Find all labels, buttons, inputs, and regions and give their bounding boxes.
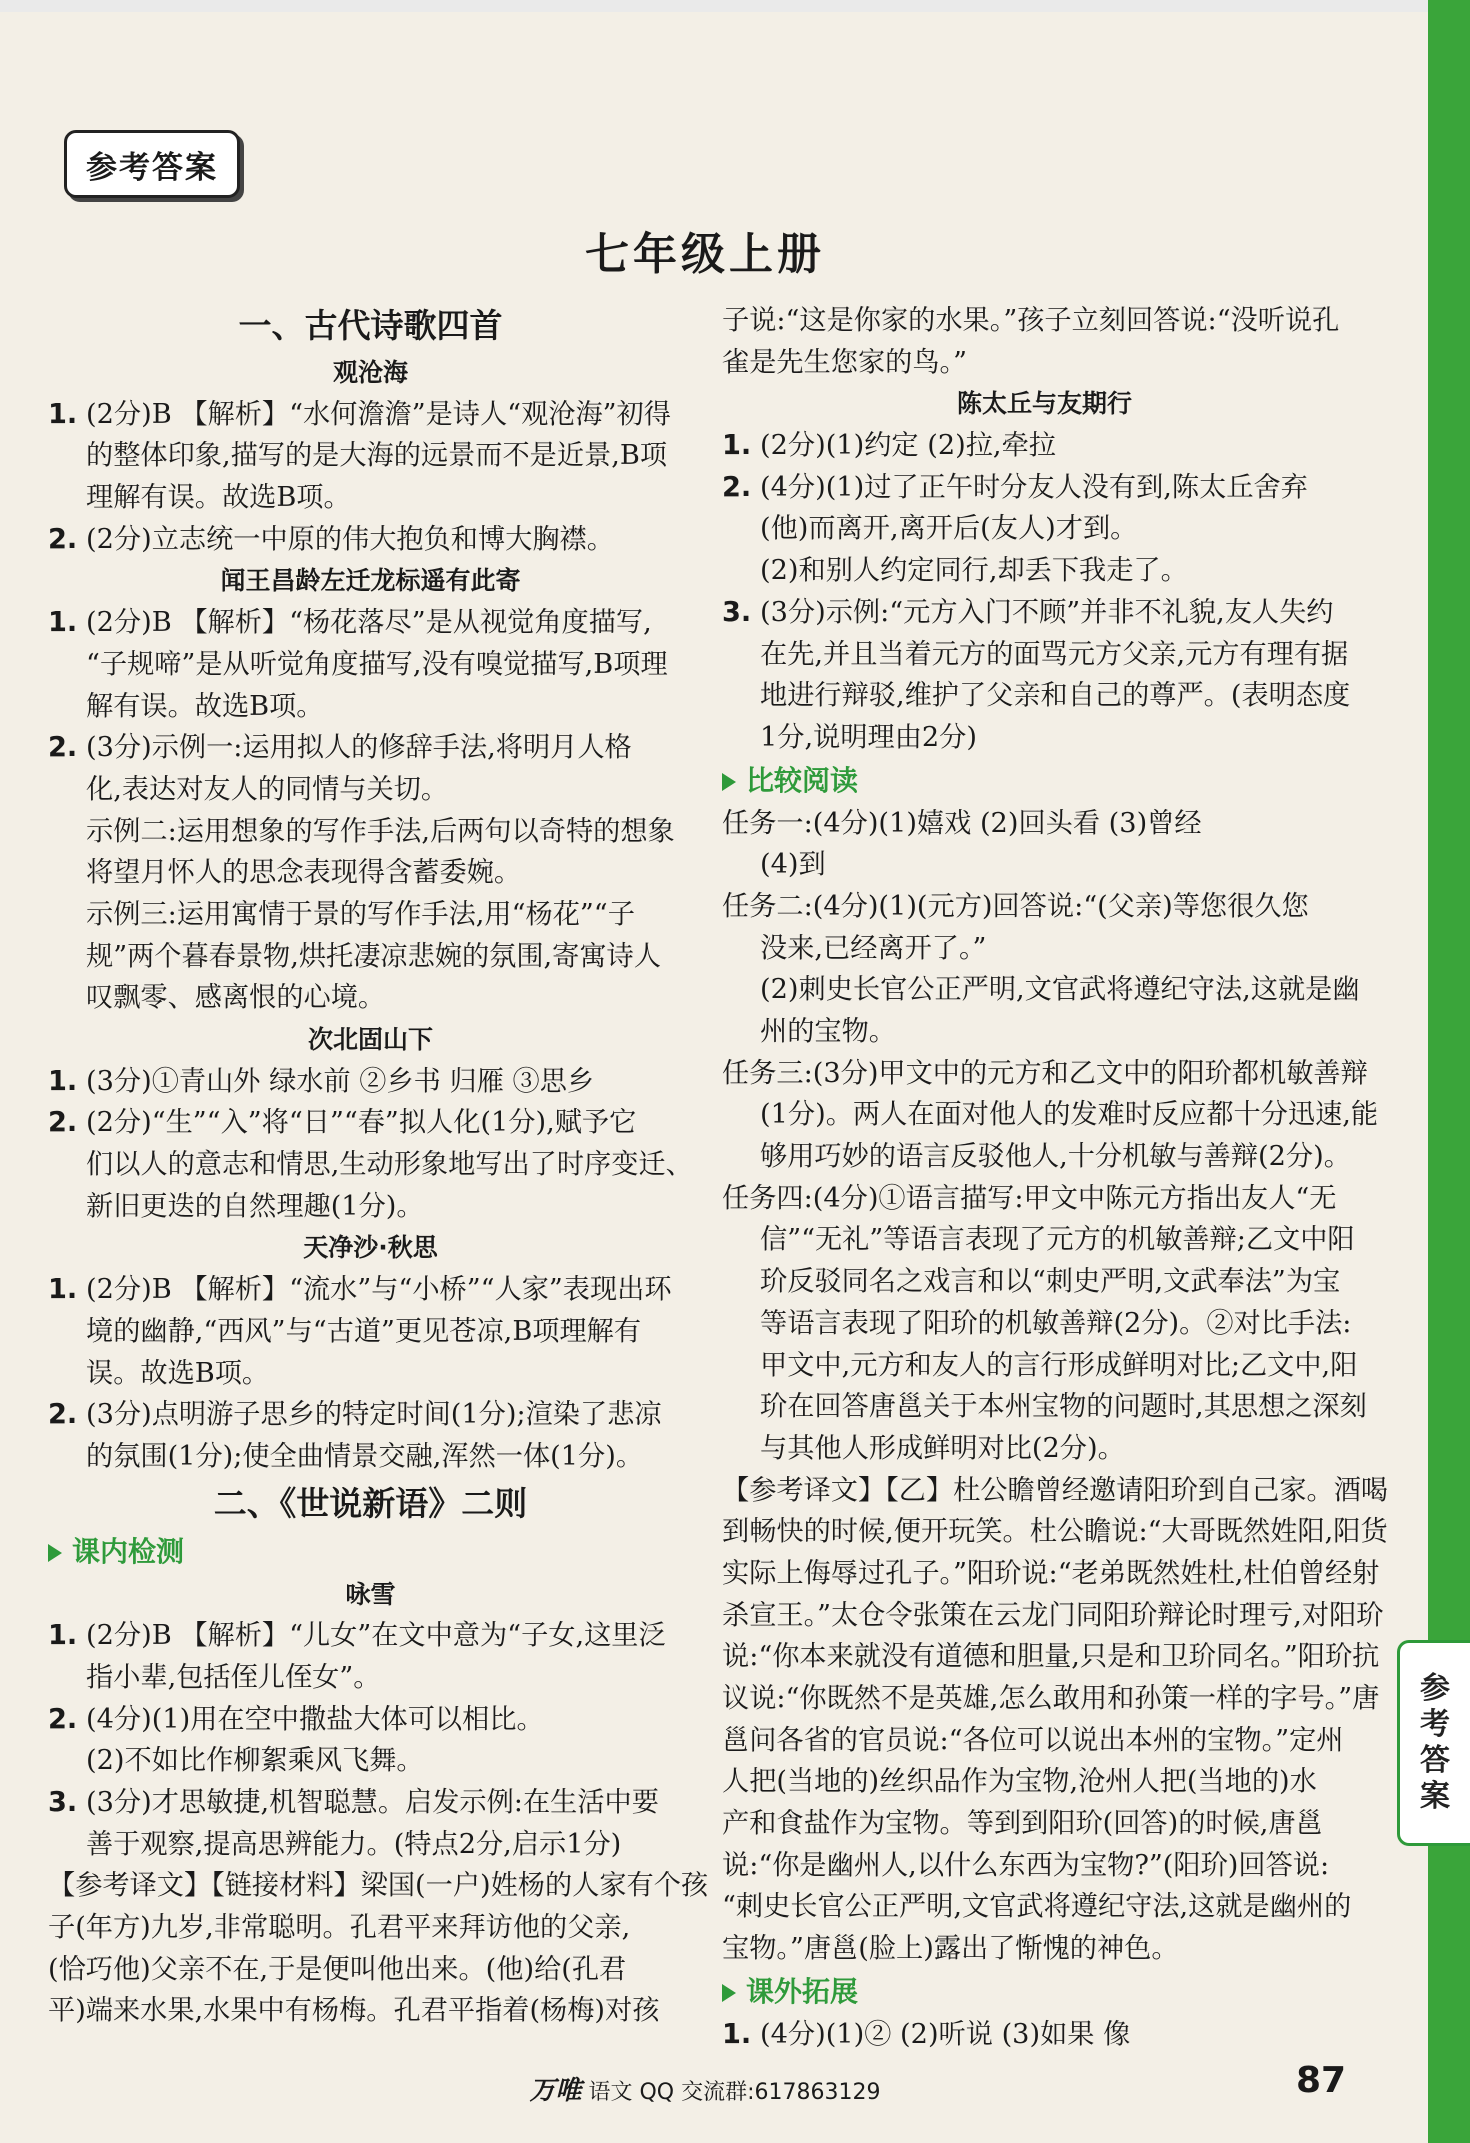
green-heading-label: 比较阅读 (746, 763, 859, 797)
answer-line (48, 1311, 693, 1353)
triangle-icon (48, 1544, 62, 1562)
answer-line (48, 1394, 693, 1436)
item-number: 1. (48, 398, 78, 430)
answer-line (48, 1436, 693, 1478)
green-heading (722, 759, 1367, 803)
answer-text: 规”两个暮春景物,烘托凄凉悲婉的氛围,寄寓诗人 (86, 940, 661, 972)
answer-text: 们以人的意志和情思,生动形象地写出了时序变迁、 (86, 1149, 693, 1181)
side-tab-char: 案 (1420, 1779, 1450, 1814)
answer-text: 在先,并且当着元方的面骂元方父亲,元方有理有据 (760, 638, 1349, 670)
footer-text: 语文 QQ 交流群:617863129 (588, 2080, 881, 2105)
item-number: 2. (48, 523, 78, 555)
item-number: 1. (48, 1065, 78, 1097)
answer-text: (2分)B 【解析】“杨花落尽”是从视觉角度描写, (86, 607, 652, 639)
answer-text: (4分)(1)过了正午时分友人没有到,陈太丘舍弃 (760, 471, 1308, 503)
task-line: (4)到 (760, 849, 826, 881)
answer-line (722, 634, 1367, 676)
triangle-icon (722, 1984, 736, 2002)
item-number: 1. (722, 2018, 752, 2050)
translation-line: 说:“你是幽州人,以什么东西为宝物?”(阳玠)回答说: (722, 1849, 1330, 1881)
answer-line (48, 1102, 693, 1144)
answer-line (48, 769, 693, 811)
poem-title: 天净沙·秋思 (303, 1233, 438, 1263)
task-line: 任务三:(3分)甲文中的元方和乙文中的阳玠都机敏善辩 (722, 1057, 1368, 1089)
task-line: 等语言表现了阳玠的机敏善辩(2分)。②对比手法: (760, 1307, 1352, 1339)
translation-line: 议说:“你既然不是英雄,怎么敢用和孙策一样的字号。”唐 (722, 1683, 1380, 1714)
answer-line (48, 1824, 693, 1866)
answer-badge: 参考答案 (64, 130, 240, 198)
item-number: 1. (722, 430, 752, 462)
poem-title: 观沧海 (332, 358, 408, 387)
section-title: 二、《世说新语》二则 (213, 1483, 528, 1523)
answer-line (48, 477, 693, 519)
answer-text: (2分)“生”“入”将“日”“春”拟人化(1分),赋予它 (86, 1107, 637, 1139)
green-heading-label: 课外拓展 (746, 1974, 859, 2008)
task-line: 任务四:(4分)①语言描写:甲文中陈元方指出友人“无 (722, 1182, 1337, 1214)
answer-text: 化,表达对友人的同情与关切。 (86, 773, 449, 805)
answer-line (48, 644, 693, 686)
answer-text: 将望月怀人的思念表现得含蓄委婉。 (86, 857, 522, 889)
green-heading-label: 课内检测 (72, 1534, 185, 1568)
answer-text: 示例二:运用想象的写作手法,后两句以奇特的想象 (86, 815, 675, 847)
task-line: 与其他人形成鲜明对比(2分)。 (760, 1432, 1125, 1464)
answer-line (48, 519, 693, 561)
answer-text: 理解有误。故选B项。 (86, 482, 351, 514)
answer-text: (3分)才思敏捷,机智聪慧。启发示例:在生活中要 (86, 1787, 659, 1818)
answer-line (722, 508, 1367, 550)
triangle-icon (722, 773, 736, 791)
translation-line: 到畅快的时候,便开玩笑。杜公瞻说:“大哥既然姓阳,阳货 (722, 1516, 1388, 1548)
green-heading (48, 1530, 693, 1574)
translation-line: 宝物。”唐邕(脸上)露出了惭愧的神色。 (722, 1933, 1179, 1965)
translation-line: 平)端来水果,水果中有杨梅。孔君平指着(杨梅)对孩 (48, 1995, 660, 2027)
poem-title: 陈太丘与友期行 (956, 389, 1132, 419)
answer-line (48, 1269, 693, 1311)
task-line: (1分)。两人在面对他人的发难时反应都十分迅速,能 (760, 1099, 1379, 1131)
poem-title: 次北固山下 (307, 1025, 433, 1054)
answer-line (48, 1782, 693, 1824)
task-line: (2)刺史长官公正严明,文官武将遵纪守法,这就是幽 (760, 974, 1360, 1006)
answer-line (48, 1353, 693, 1395)
answer-line (48, 727, 693, 769)
answer-text: (4分)(1)用在空中撒盐大体可以相比。 (86, 1703, 544, 1735)
side-tab-char: 参 (1420, 1671, 1450, 1706)
answer-text: 新旧更迭的自然理趣(1分)。 (86, 1190, 424, 1222)
item-number: 2. (48, 1399, 78, 1431)
task-line: 够用巧妙的语言反驳他人,十分机敏与善辩(2分)。 (760, 1141, 1351, 1173)
translation-line: 人把(当地的)丝织品作为宝物,沧州人把(当地的)水 (722, 1766, 1317, 1798)
footer (0, 2070, 1410, 2107)
answer-text: (2分)(1)约定 (2)拉,牵拉 (760, 430, 1056, 462)
answer-line (722, 675, 1367, 717)
task-line: 没来,已经离开了。” (760, 932, 987, 964)
footer-brand: 万唯 (529, 2076, 582, 2106)
right-column (722, 300, 1389, 2056)
text-line: 子说:“这是你家的水果。”孩子立刻回答说:“没听说孔 (722, 305, 1340, 336)
answer-text: (3分)示例:“元方入门不顾”并非不礼貌,友人失约 (760, 596, 1334, 628)
answer-text: (2分)B 【解析】“流水”与“小桥”“人家”表现出环 (86, 1274, 672, 1306)
translation-line: “刺史长官公正严明,文官武将遵纪守法,这就是幽州的 (722, 1891, 1352, 1923)
answer-text: (2分)B 【解析】“儿女”在文中意为“子女,这里泛 (86, 1620, 666, 1652)
answer-line (722, 467, 1367, 509)
item-number: 2. (48, 1107, 78, 1139)
answer-text: 地进行辩驳,维护了父亲和自己的尊严。(表明态度 (760, 680, 1351, 712)
item-number: 1. (48, 1274, 78, 1306)
answer-line (722, 425, 1367, 467)
item-number: 2. (48, 1703, 78, 1735)
answer-line (48, 435, 693, 477)
item-number: 1. (48, 1620, 78, 1652)
answer-line (48, 1699, 693, 1741)
task-line: 甲文中,元方和友人的言行形成鲜明对比;乙文中,阳 (760, 1349, 1358, 1381)
answer-line (722, 2014, 1367, 2056)
translation-line: 【参考译文】【链接材料】梁国(一户)姓杨的人家有个孩 (48, 1870, 709, 1902)
task-line: 任务二:(4分)(1)(元方)回答说:“(父亲)等您很久您 (722, 890, 1309, 922)
answer-line (48, 1657, 693, 1699)
item-number: 3. (48, 1787, 78, 1818)
answer-line (48, 936, 693, 978)
answer-text: 解有误。故选B项。 (86, 690, 324, 722)
answer-text: 的氛围(1分);使全曲情景交融,浑然一体(1分)。 (86, 1440, 644, 1472)
answer-line (48, 1615, 693, 1657)
item-number: 2. (722, 471, 752, 503)
answer-line (48, 894, 693, 936)
answer-text: 善于观察,提高思辨能力。(特点2分,启示1分) (86, 1828, 622, 1860)
answer-line (722, 550, 1367, 592)
answer-line (48, 686, 693, 728)
page-number: 87 (1296, 2060, 1347, 2101)
answer-text: 叹飘零、感离恨的心境。 (86, 982, 386, 1014)
answer-line (48, 602, 693, 644)
answer-text: (2分)B 【解析】“水何澹澹”是诗人“观沧海”初得 (86, 398, 671, 430)
answer-line (48, 1144, 693, 1186)
translation-line: 说:“你本来就没有道德和胆量,只是和卫玠同名。”阳玠抗 (722, 1641, 1380, 1673)
answer-text: (2)和别人约定同行,却丢下我走了。 (760, 555, 1188, 587)
task-line: 任务一:(4分)(1)嬉戏 (2)回头看 (3)曾经 (722, 807, 1202, 839)
task-line: 玠反驳同名之戏言和以“刺史严明,文武奉法”为宝 (760, 1266, 1341, 1298)
answer-text: “子规啼”是从听觉角度描写,没有嗅觉描写,B项理 (86, 648, 668, 680)
answer-line (48, 1740, 693, 1782)
task-line: 信”“无礼”等语言表现了元方的机敏善辩;乙文中阳 (760, 1224, 1355, 1256)
item-number: 1. (48, 607, 78, 639)
answer-text: (3分)①青山外 绿水前 ②乡书 归雁 ③思乡 (86, 1065, 595, 1097)
translation-line: 实际上侮辱过孔子。”阳玠说:“老弟既然姓杜,杜伯曾经射 (722, 1557, 1380, 1589)
page-title: 七年级上册 (585, 229, 825, 280)
item-number: 2. (48, 732, 78, 764)
answer-text: (2)不如比作柳絮乘风飞舞。 (86, 1745, 424, 1777)
translation-line: 子(年方)九岁,非常聪明。孔君平来拜访他的父亲, (48, 1912, 631, 1944)
poem-title: 咏雪 (345, 1579, 396, 1609)
answer-text: (4分)(1)② (2)听说 (3)如果 像 (760, 2018, 1131, 2050)
translation-line: 邕问各省的官员说:“各位可以说出本州的宝物。”定州 (722, 1724, 1344, 1756)
answer-line (48, 394, 693, 436)
answer-text: 指小辈,包括侄儿侄女”。 (86, 1661, 381, 1693)
translation-line: 杀宣王。”太仓令张策在云龙门同阳玠辩论时理亏,对阳玠 (722, 1599, 1384, 1631)
answer-text: 境的幽静,“西风”与“古道”更见苍凉,B项理解有 (86, 1315, 642, 1347)
left-column (48, 300, 709, 2032)
answer-text: 示例三:运用寓情于景的写作手法,用“杨花”“子 (86, 898, 635, 930)
answer-line (48, 811, 693, 853)
green-heading (722, 1970, 1367, 2014)
poem-title: 闻王昌龄左迁龙标遥有此寄 (220, 566, 521, 596)
answer-text: (他)而离开,离开后(友人)才到。 (760, 513, 1138, 545)
answer-text: 的整体印象,描写的是大海的远景而不是近景,B项 (86, 440, 668, 472)
answer-text: (3分)点明游子思乡的特定时间(1分);渲染了悲凉 (86, 1399, 662, 1431)
answer-line (722, 717, 1367, 759)
answer-text: (2分)立志统一中原的伟大抱负和博大胸襟。 (86, 523, 614, 555)
side-tab-char: 答 (1420, 1743, 1450, 1778)
answer-text: 误。故选B项。 (86, 1357, 270, 1389)
answer-line (48, 1186, 693, 1228)
section-title: 一、古代诗歌四首 (238, 306, 503, 345)
answer-line (48, 852, 693, 894)
task-line: 州的宝物。 (760, 1016, 896, 1047)
side-tab-answers[interactable] (1397, 1640, 1470, 1846)
item-number: 3. (722, 596, 752, 628)
answer-text: 1分,说明理由2分) (760, 721, 977, 753)
answer-line (48, 977, 693, 1019)
text-line: 雀是先生您家的鸟。” (722, 346, 967, 378)
top-strip (0, 0, 1470, 12)
answer-line (48, 1061, 693, 1103)
translation-line: (恰巧他)父亲不在,于是便叫他出来。(他)给(孔君 (48, 1953, 627, 1985)
translation-line: 【参考译文】【乙】杜公瞻曾经邀请阳玠到自己家。酒喝 (722, 1474, 1389, 1506)
translation-line: 产和食盐作为宝物。等到到阳玠(回答)的时候,唐邕 (722, 1808, 1323, 1840)
task-line: 玠在回答唐邕关于本州宝物的问题时,其思想之深刻 (760, 1391, 1367, 1423)
answer-line (722, 592, 1367, 634)
side-tab-char: 考 (1420, 1707, 1450, 1742)
answer-text: (3分)示例一:运用拟人的修辞手法,将明月人格 (86, 732, 632, 764)
